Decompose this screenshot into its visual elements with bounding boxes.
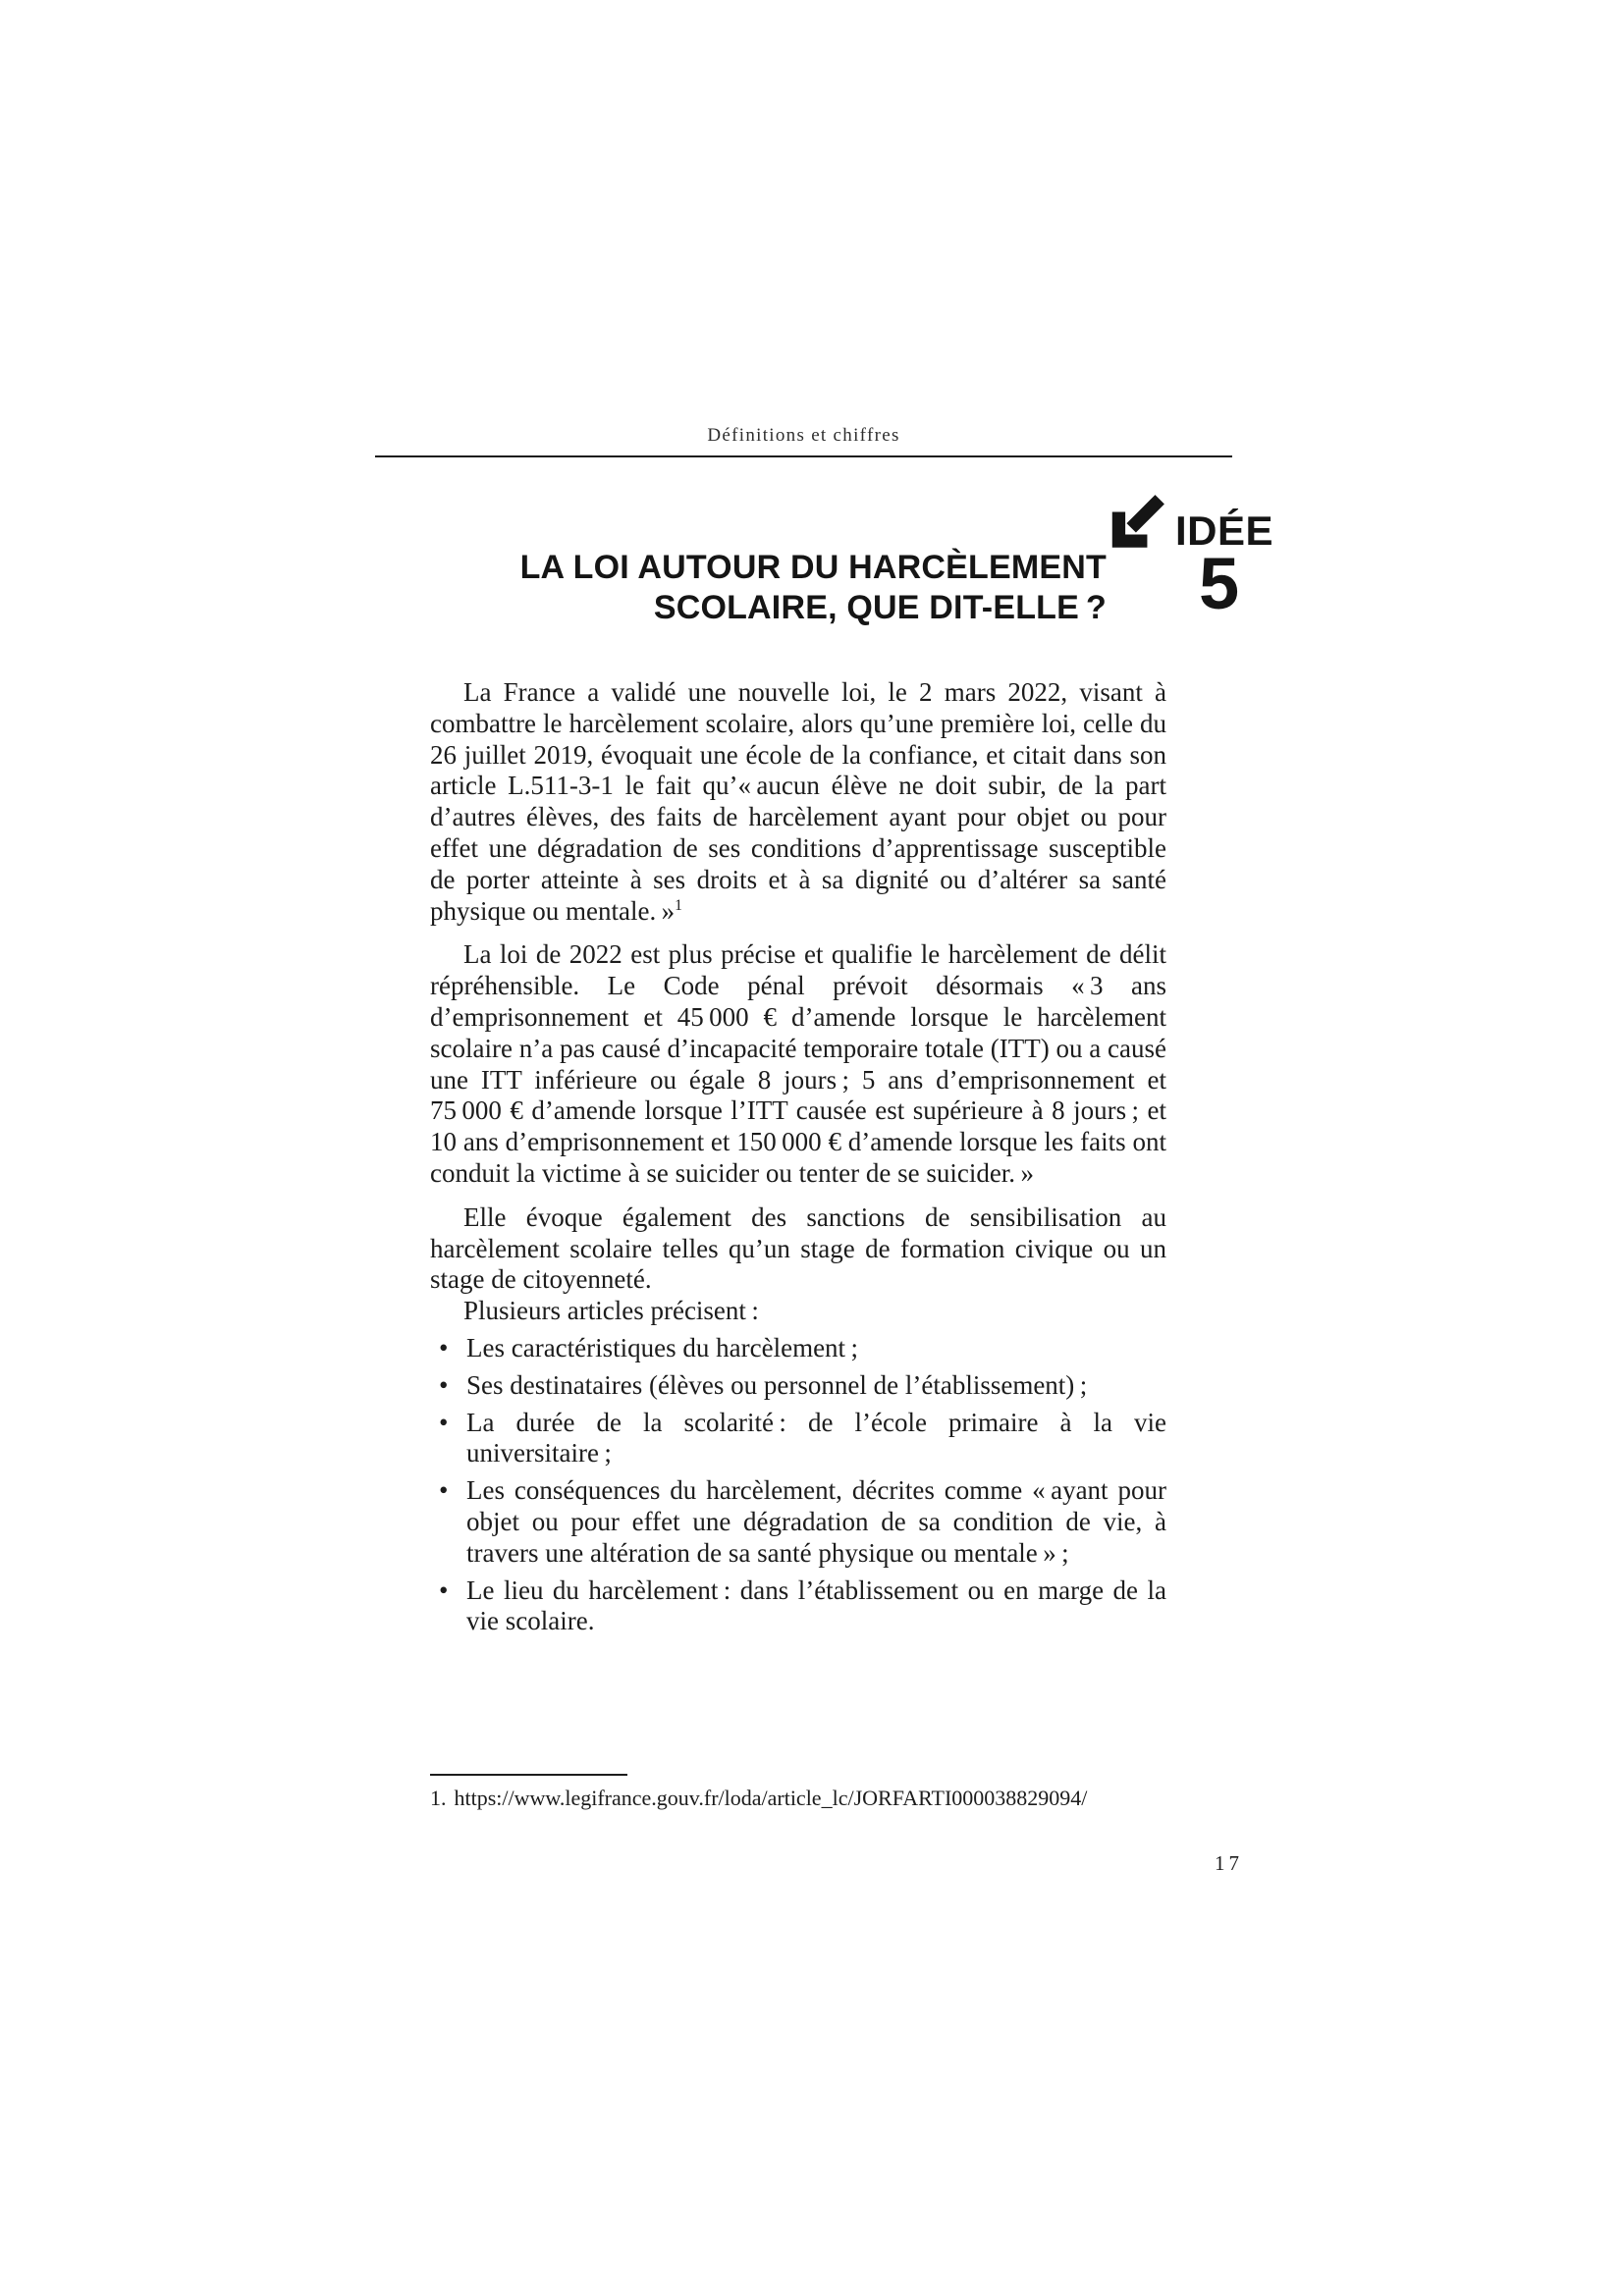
list-item — [430, 1475, 1166, 1569]
footnote-url: https://www.legifrance.gouv.fr/loda/article_lc/JORFARTI000038829094/ — [454, 1786, 1088, 1810]
paragraph-text: La loi de 2022 est plus précise et qualifie le harcèlement de délit répréhensible. Le Code pénal prévoit désormais « 3 ans d’emprisonnement et 45 000 € d’amende lorsque le harcèlement scolaire n’a pas causé d’incapacité temporaire totale (ITT) ou a causé une ITT inférieure ou égale 8 jours ; 5 ans d’emprisonnement et 75 000 € d’amende lorsque l’ITT causée est supérieure à 8 jours ; et 10 ans d’emprisonnement et 150 000 € d’amende lorsque les faits ont conduit la victime à se suicider ou tenter de se suicider. » — [430, 939, 1166, 1188]
paragraph — [430, 677, 1166, 927]
footnote-marker: 1. — [430, 1786, 447, 1810]
footnote-rule — [430, 1774, 627, 1776]
bullet-icon: • — [439, 1407, 449, 1437]
idee-badge-label: IDÉE — [1175, 507, 1274, 554]
list-item — [430, 1333, 1166, 1364]
page-number: 17 — [1215, 1851, 1243, 1875]
footnote-reference: 1 — [675, 896, 682, 914]
bullet-icon: • — [439, 1575, 449, 1605]
paragraph-text: La France a validé une nouvelle loi, le 2 mars 2022, visant à combattre le harcèlement scolaire, alors qu’une première loi, celle du 26 juillet 2019, évoquait une école de la confiance, et citait dans son article L.511-3-1 le fait qu’« aucun élève ne doit subir, de la part d’autres élèves, des faits de harcèlement ayant pour objet ou pour effet une dégradation de ses conditions d’apprentissage susceptible de porter atteinte à ses droits et à sa dignité ou d’altérer sa santé physique ou mentale. » — [430, 677, 1166, 926]
arrow-down-left-icon — [1109, 492, 1165, 553]
bullet-icon: • — [439, 1369, 449, 1400]
list-item-text: Les conséquences du harcèlement, décrites comme « ayant pour objet ou pour effet une dégradation de sa condition de vie, à travers une altération de sa santé physique ou mentale » ; — [466, 1475, 1166, 1568]
paragraph — [430, 1296, 1166, 1327]
chapter-title — [375, 548, 1107, 628]
idee-badge-number: 5 — [1199, 543, 1240, 624]
list-item-text: Ses destinataires (élèves ou personnel de l’établissement) ; — [466, 1369, 1088, 1400]
running-head: Définitions et chiffres — [707, 425, 900, 446]
paragraph — [430, 1202, 1166, 1296]
bullet-icon: • — [439, 1475, 449, 1506]
list-item-text: Les caractéristiques du harcèlement ; — [466, 1332, 858, 1362]
list-item-text: Le lieu du harcèlement : dans l’établissement ou en marge de la vie scolaire. — [466, 1575, 1166, 1636]
paragraph-text: Plusieurs articles précisent : — [463, 1296, 759, 1326]
list-item — [430, 1408, 1166, 1470]
bullet-list — [430, 1333, 1166, 1637]
chapter-title-line2: SCOLAIRE, QUE DIT-ELLE ? — [653, 589, 1107, 626]
paragraph-text: Elle évoque également des sanctions de sensibilisation au harcèlement scolaire telles qu’un stage de formation civique ou un stage de citoyenneté. — [430, 1201, 1166, 1295]
list-item-text: La durée de la scolarité : de l’école primaire à la vie universitaire ; — [466, 1407, 1166, 1468]
footnote — [430, 1785, 1176, 1812]
header-rule — [375, 455, 1232, 457]
body-text — [430, 677, 1166, 1637]
chapter-title-line1: LA LOI AUTOUR DU HARCÈLEMENT — [519, 549, 1107, 586]
list-item — [430, 1575, 1166, 1638]
bullet-icon: • — [439, 1332, 449, 1362]
paragraph — [430, 939, 1166, 1189]
list-item — [430, 1370, 1166, 1402]
